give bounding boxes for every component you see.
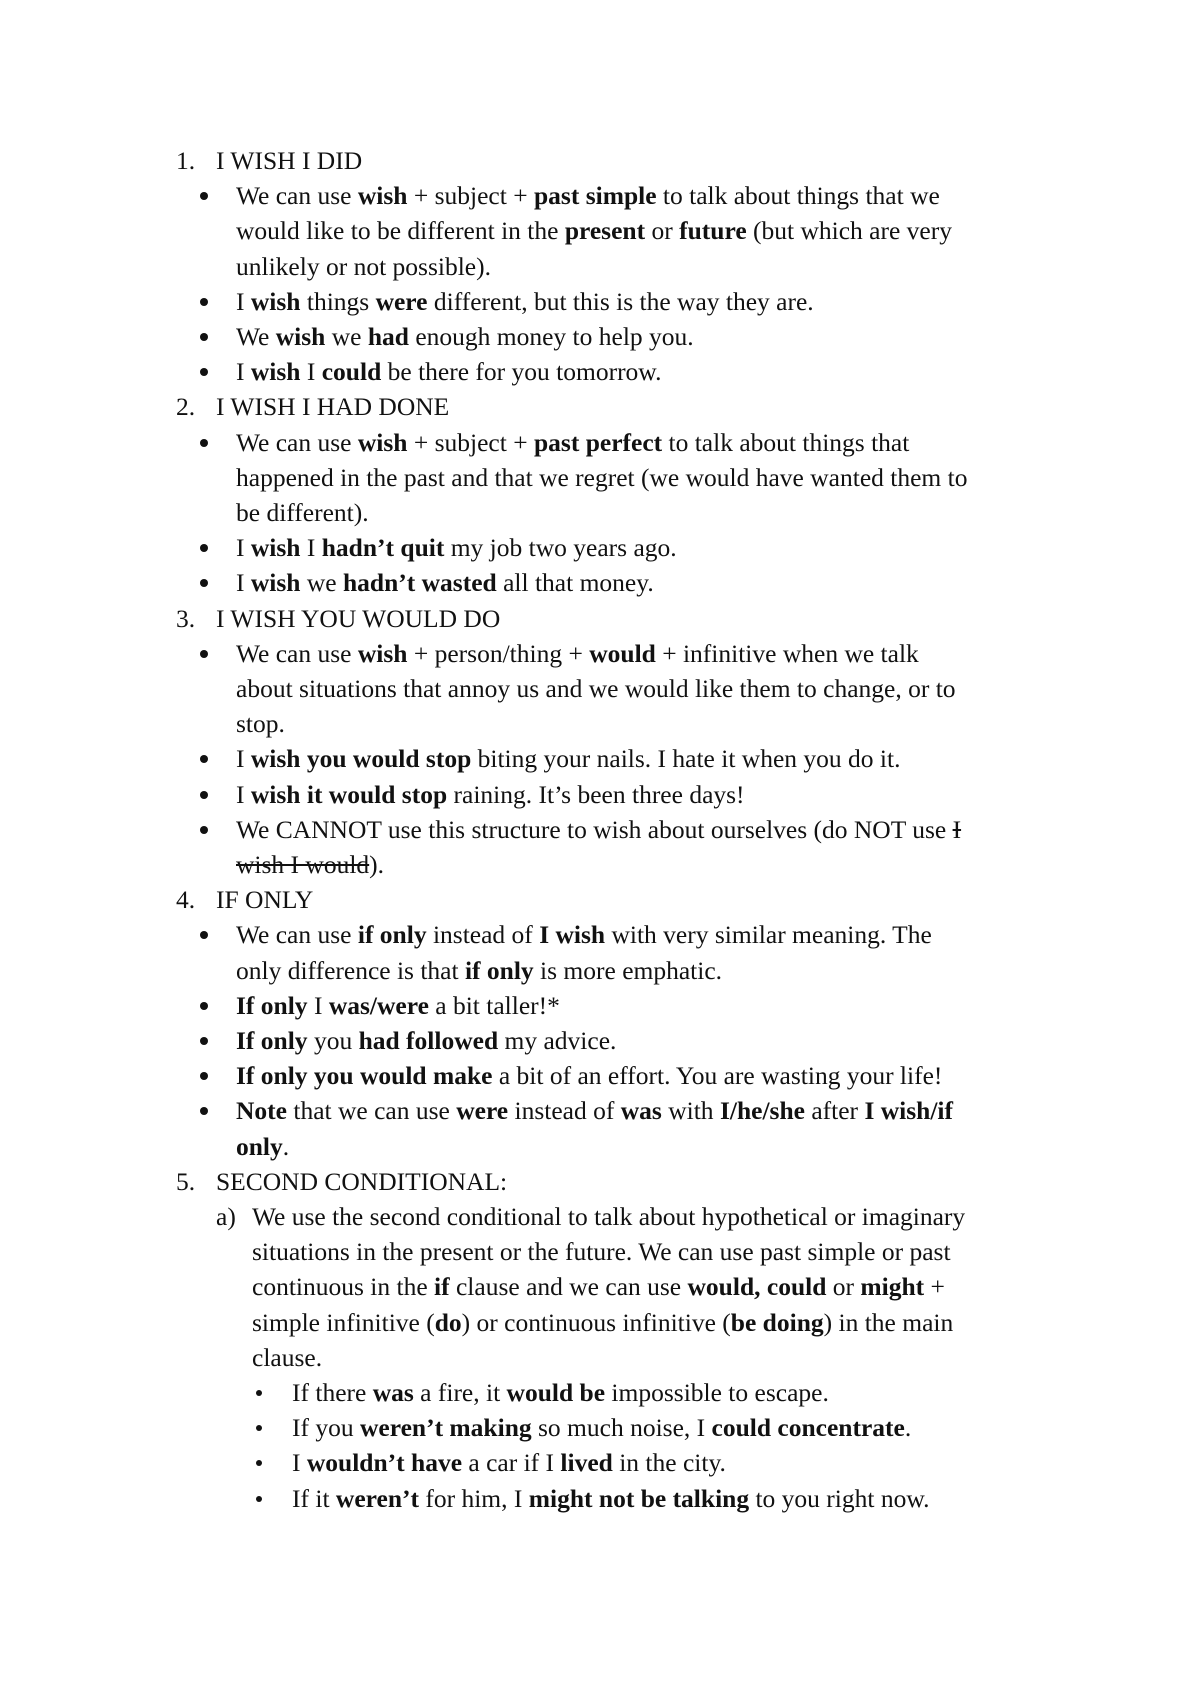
bold-text: was [620, 1096, 662, 1126]
text-run: we [300, 568, 343, 598]
bullet-icon [256, 1425, 262, 1431]
bullet-icon [200, 650, 208, 658]
bullet-icon [200, 1002, 208, 1010]
sub-item-line [252, 1305, 953, 1340]
bullet-icon [200, 368, 208, 376]
section-number: 5. [176, 1166, 196, 1196]
bullet-item-line [236, 213, 952, 248]
bullet-icon [200, 826, 208, 834]
bullet-item-line [236, 178, 940, 213]
bullet-item-line [236, 1023, 616, 1058]
text-run: with very similar meaning. The [605, 920, 932, 950]
bullet-icon [200, 298, 208, 306]
bullet-item-line [236, 917, 932, 952]
text-run: about situations that annoy us and we would like them to change, or to [236, 674, 956, 703]
bullet-item-line [236, 1093, 953, 1128]
bullet-item-line [236, 354, 661, 389]
section-heading: I WISH I DID [216, 146, 363, 175]
text-run: We can use [236, 427, 358, 457]
text-run: ) or continuous infinitive ( [461, 1307, 731, 1337]
bullet-item-line [236, 319, 694, 354]
text-run: things [300, 286, 376, 316]
bullet-item-line [236, 812, 961, 847]
bold-text: wish [357, 181, 408, 211]
text-run: my advice. [498, 1026, 617, 1055]
bold-text: I wish/if [864, 1096, 954, 1126]
bullet-item-line [236, 425, 909, 460]
bullet-icon [200, 439, 208, 447]
bold-text: wish [250, 533, 301, 563]
bullet-item-line [236, 741, 900, 776]
text-run: ). [369, 850, 385, 879]
text-run: to talk about things that [662, 427, 910, 457]
bold-text: Note [236, 1096, 287, 1126]
bold-text: were [456, 1096, 509, 1126]
text-run: that we can use [286, 1096, 457, 1126]
bold-text: had followed [358, 1026, 499, 1055]
bullet-icon [200, 755, 208, 763]
text-run: I [236, 779, 251, 809]
text-run: We CANNOT use this structure to wish about ourselves (do NOT use [236, 814, 953, 844]
sub-item-label: a) [216, 1202, 236, 1231]
text-run: We can use [236, 181, 358, 211]
bullet-icon [200, 192, 208, 200]
bold-text: might not be talking [528, 1483, 750, 1513]
text-run: a car if I [462, 1448, 561, 1478]
bullet-item-line [236, 565, 654, 600]
text-run: for him, I [418, 1483, 529, 1513]
bold-text: if [434, 1272, 450, 1302]
example-line [292, 1375, 829, 1410]
bold-text: future [679, 216, 747, 246]
text-run: unlikely or not possible). [236, 251, 491, 281]
text-run: We use the second conditional to talk about hypothetical or imaginary [252, 1202, 966, 1231]
bullet-item-line [236, 777, 745, 812]
text-run: in the city. [612, 1448, 726, 1478]
text-run: clause. [252, 1342, 323, 1372]
text-run: a fire, it [413, 1378, 507, 1407]
bold-text: only [236, 1131, 283, 1161]
bold-text: lived [560, 1448, 613, 1478]
bullet-item-line [236, 706, 285, 741]
text-run: or [645, 216, 680, 246]
bullet-icon [200, 333, 208, 341]
text-run: so much noise, I [531, 1413, 712, 1443]
text-run: a bit taller!* [428, 990, 560, 1020]
bold-text: would, could [687, 1272, 827, 1302]
bold-text: If only [236, 990, 308, 1020]
bold-text: weren’t [335, 1483, 419, 1513]
bullet-item-line [236, 636, 919, 671]
bullet-item-line [236, 495, 369, 530]
bullet-icon [200, 1037, 208, 1045]
bold-text: wish [275, 322, 326, 351]
text-run: + [924, 1272, 945, 1302]
bullet-item-line [236, 1129, 289, 1164]
bullet-item-line [236, 953, 722, 988]
text-run: be there for you tomorrow. [381, 357, 662, 387]
text-run: to you right now. [749, 1483, 930, 1513]
text-run: you [307, 1026, 359, 1055]
bold-text: wish [357, 427, 408, 457]
bold-text: could concentrate [711, 1413, 905, 1443]
text-run: clause and we can use [449, 1272, 688, 1302]
bold-text: would [589, 638, 656, 668]
example-line [292, 1445, 726, 1480]
text-run: only difference is that [236, 955, 465, 985]
bold-text: wish [250, 286, 301, 316]
strikethrough-text: wish I would [236, 850, 370, 879]
section-number: 1. [176, 146, 196, 175]
bold-text: If only you would make [236, 1061, 493, 1091]
bold-text: hadn’t wasted [342, 568, 497, 598]
bold-text: were [375, 286, 428, 316]
bold-text: wish [250, 568, 301, 598]
text-run: my job two years ago. [444, 533, 677, 563]
section-heading: IF ONLY [216, 885, 314, 915]
bold-text: do [434, 1307, 462, 1337]
text-run: impossible to escape. [605, 1378, 829, 1407]
bullet-item-line [236, 460, 967, 495]
text-run: If it [292, 1483, 336, 1513]
text-run: We [236, 322, 276, 351]
bold-text: was [372, 1378, 414, 1407]
text-run: We can use [236, 638, 358, 668]
text-run: continuous in the [252, 1272, 435, 1302]
bullet-icon [256, 1390, 262, 1396]
bullet-item-line [236, 847, 384, 882]
example-line [292, 1410, 911, 1445]
sub-item-line [252, 1269, 945, 1304]
bullet-item-line [236, 530, 677, 565]
text-run: . [282, 1131, 290, 1161]
text-run: instead of [508, 1096, 621, 1126]
text-run: happened in the past and that we regret (we would have wanted them to [236, 462, 968, 492]
bold-text: if only [357, 920, 427, 950]
bold-text: had [367, 322, 409, 351]
bullet-icon [200, 931, 208, 939]
text-run: instead of [426, 920, 540, 950]
bold-text: past simple [533, 181, 657, 211]
bold-text: was/were [328, 990, 429, 1020]
bold-text: wouldn’t have [306, 1448, 463, 1478]
bold-text: If only [236, 1026, 308, 1055]
section-number: 2. [176, 392, 196, 422]
bullet-icon [200, 1107, 208, 1115]
bullet-item-line [236, 671, 956, 706]
text-run: If you [292, 1413, 360, 1443]
text-run: (but which are very [746, 216, 952, 246]
section-heading: I WISH I HAD DONE [216, 392, 450, 422]
text-run: If there [292, 1378, 373, 1407]
bullet-item-line [236, 284, 814, 319]
text-run: to talk about things that we [656, 181, 940, 211]
bold-text: would be [506, 1378, 606, 1407]
text-run: situations in the present or the future. We can use past simple or past [252, 1237, 951, 1267]
bullet-icon [200, 791, 208, 799]
text-run: biting your nails. I hate it when you do it. [471, 744, 901, 774]
text-run: + subject + [407, 427, 534, 457]
text-run: raining. It’s been three days! [447, 779, 745, 809]
bold-text: might [860, 1272, 925, 1302]
strikethrough-text: I [952, 814, 962, 844]
text-run: + subject + [407, 181, 534, 211]
section-heading: SECOND CONDITIONAL: [216, 1166, 508, 1196]
text-run: simple infinitive ( [252, 1307, 435, 1337]
bold-text: could [321, 357, 382, 387]
bullet-icon [200, 579, 208, 587]
text-run: would like to be different in the [236, 216, 565, 246]
bold-text: weren’t making [359, 1413, 532, 1443]
text-run: I [236, 357, 251, 387]
bullet-icon [256, 1460, 262, 1466]
bold-text: wish you would stop [250, 744, 472, 774]
text-run: or [826, 1272, 861, 1302]
bold-text: I wish [539, 920, 606, 950]
bold-text: present [564, 216, 646, 246]
text-run: I [236, 533, 251, 563]
bullet-icon [256, 1496, 262, 1502]
text-run: after [804, 1096, 865, 1126]
bold-text: if only [464, 955, 534, 985]
text-run: I [300, 533, 322, 563]
bold-text: wish it would stop [250, 779, 448, 809]
example-line [292, 1481, 929, 1516]
text-run: + person/thing + [407, 638, 590, 668]
section-heading: I WISH YOU WOULD DO [216, 603, 501, 633]
text-run: I [236, 744, 251, 774]
text-run: with [661, 1096, 720, 1126]
sub-item-line [252, 1234, 951, 1269]
text-run: all that money. [496, 568, 654, 598]
text-run: I [236, 568, 251, 598]
text-run: is more emphatic. [533, 955, 723, 985]
text-run: I [307, 990, 329, 1020]
text-run: enough money to help you. [408, 322, 694, 351]
bold-text: wish [357, 638, 408, 668]
bullet-icon [200, 544, 208, 552]
sub-item-line [252, 1340, 322, 1375]
text-run: + infinitive when we talk [655, 638, 919, 668]
text-run: be different). [236, 498, 369, 527]
text-run: stop. [236, 709, 285, 739]
bullet-item-line [236, 988, 560, 1023]
text-run: I [300, 357, 322, 387]
text-run: . [904, 1413, 912, 1443]
text-run: I [236, 286, 251, 316]
bullet-item-line [236, 1058, 942, 1093]
bullet-icon [200, 1072, 208, 1080]
bold-text: I/he/she [719, 1096, 805, 1126]
text-run: a bit of an effort. You are wasting your life! [492, 1061, 943, 1091]
text-run: We can use [236, 920, 358, 950]
bold-text: wish [250, 357, 301, 387]
section-number: 3. [176, 603, 196, 633]
sub-item-line [252, 1199, 965, 1234]
text-run: we [325, 322, 368, 351]
text-run: ) in the main [823, 1307, 954, 1337]
bold-text: hadn’t quit [321, 533, 445, 563]
text-run: I [292, 1448, 307, 1478]
bold-text: be doing [730, 1307, 824, 1337]
bold-text: past perfect [533, 427, 663, 457]
bullet-item-line [236, 249, 491, 284]
section-number: 4. [176, 885, 196, 915]
text-run: different, but this is the way they are. [427, 286, 814, 316]
